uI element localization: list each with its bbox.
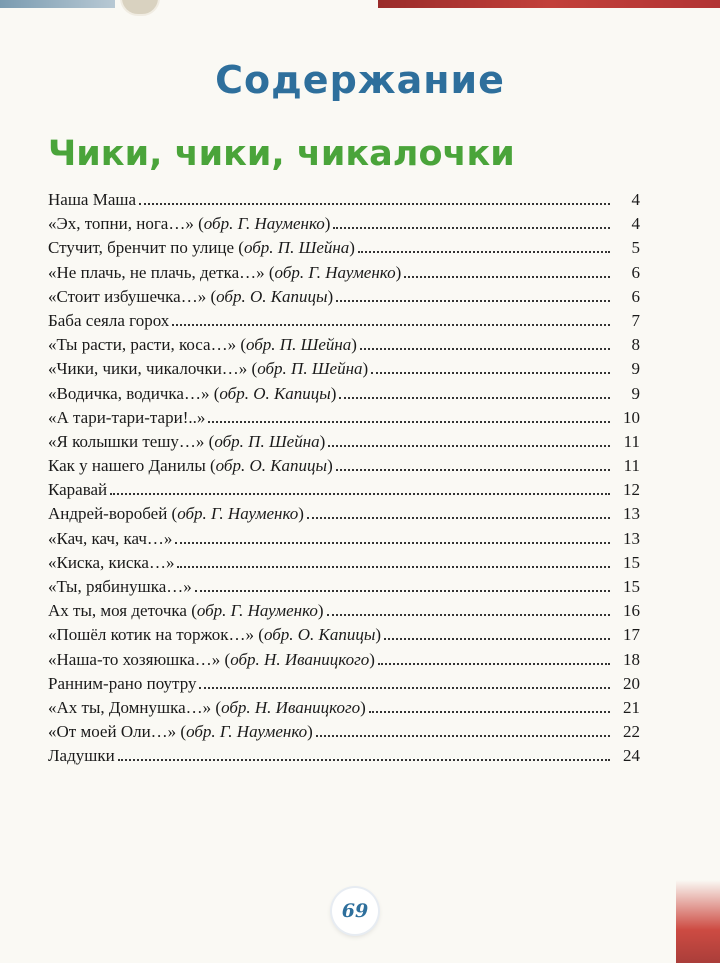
page-title: Содержание xyxy=(215,58,505,102)
toc-entry[interactable] xyxy=(48,529,640,553)
toc-entry-title: «Эх, топни, нога…» ( xyxy=(48,214,204,234)
toc-dot-leader xyxy=(378,663,610,665)
toc-dot-leader xyxy=(195,590,610,592)
toc-entry[interactable] xyxy=(48,722,640,746)
toc-entry-page: 6 xyxy=(631,262,640,282)
toc-entry-title: «Не плачь, не плачь, детка…» ( xyxy=(48,262,275,282)
toc-dot-leader xyxy=(360,348,610,350)
toc-entry-page: 11 xyxy=(623,431,640,451)
toc-entry-title: Ладушки xyxy=(48,746,115,766)
toc-dot-leader xyxy=(336,300,610,302)
toc-entry-title: «Кач, кач, кач…» xyxy=(48,528,173,548)
toc-entry-arranger: обр. Г. Науменко xyxy=(186,722,308,742)
toc-entry-arranger: обр. П. Шейна xyxy=(214,431,320,451)
toc-dot-leader xyxy=(208,421,610,423)
toc-dot-leader xyxy=(336,469,610,471)
toc-entry-title: Ах ты, моя деточка ( xyxy=(48,601,197,621)
toc-dot-leader xyxy=(175,542,610,544)
toc-dot-leader xyxy=(328,445,610,447)
toc-entry-title: Стучит, бренчит по улице ( xyxy=(48,238,244,258)
toc-entry-paren: ) xyxy=(330,383,337,403)
toc-entry-page: 4 xyxy=(631,214,640,234)
toc-entry-title: «Ах ты, Домнушка…» ( xyxy=(48,697,222,717)
toc-entry[interactable] xyxy=(48,480,640,504)
toc-entry[interactable] xyxy=(48,190,640,214)
toc-entry-paren: ) xyxy=(327,456,333,476)
toc-entry-title: Наша Маша xyxy=(48,190,137,209)
toc-entry-arranger: обр. О. Капицы xyxy=(219,383,331,403)
toc-dot-leader xyxy=(404,276,610,278)
toc-entry[interactable] xyxy=(48,601,640,625)
toc-entry-page: 22 xyxy=(623,722,640,742)
toc-entry[interactable] xyxy=(48,384,640,408)
toc-entry-page: 7 xyxy=(631,310,640,330)
toc-entry-title: Каравай xyxy=(48,480,108,500)
toc-entry-title: «Стоит избушечка…» ( xyxy=(48,286,217,306)
toc-entry-paren: ) xyxy=(349,238,355,258)
toc-entry-title: «Чики, чики, чикалочки…» ( xyxy=(48,359,258,379)
toc-entry-page: 13 xyxy=(623,504,640,524)
toc-entry[interactable] xyxy=(48,577,640,601)
toc-entry[interactable] xyxy=(48,214,640,238)
toc-dot-leader xyxy=(339,397,610,399)
toc-entry[interactable] xyxy=(48,625,640,649)
toc-entry-page: 17 xyxy=(623,625,640,645)
toc-dot-leader xyxy=(139,203,610,205)
toc-entry-page: 12 xyxy=(623,480,640,500)
toc-dot-leader xyxy=(333,227,610,229)
toc-entry-page: 24 xyxy=(623,746,640,766)
toc-entry[interactable] xyxy=(48,287,640,311)
toc-entry-arranger: обр. Г. Науменко xyxy=(203,214,325,234)
page-number: 69 xyxy=(332,888,378,934)
top-decor-strip-left xyxy=(0,0,115,8)
toc-entry-paren: ) xyxy=(327,286,334,306)
toc-dot-leader xyxy=(369,711,610,713)
toc-entry[interactable] xyxy=(48,504,640,528)
toc-entry-page: 18 xyxy=(623,649,640,669)
toc-entry-page: 13 xyxy=(623,528,640,548)
toc-entry-page: 10 xyxy=(623,407,640,427)
toc-entry-page: 11 xyxy=(623,456,640,476)
toc-entry-paren: ) xyxy=(319,431,326,451)
toc-entry[interactable] xyxy=(48,650,640,674)
toc-entry-paren: ) xyxy=(360,697,366,717)
toc-entry-paren: ) xyxy=(317,601,324,621)
toc-entry-page: 9 xyxy=(631,359,640,379)
toc-entry-page: 4 xyxy=(631,190,640,209)
toc-entry-arranger: обр. П. Шейна xyxy=(243,238,350,258)
toc-entry-title: «Пошёл котик на торжок…» ( xyxy=(48,625,264,645)
toc-entry-arranger: обр. Г. Науменко xyxy=(274,262,396,282)
toc-entry-page: 6 xyxy=(631,286,640,306)
toc-entry-title: Баба сеяла горох xyxy=(48,310,170,330)
toc-entry-paren: ) xyxy=(298,504,304,524)
toc-entry-page: 15 xyxy=(623,577,640,596)
toc-entry-page: 9 xyxy=(631,383,640,403)
toc-entry[interactable] xyxy=(48,553,640,577)
toc-dot-leader xyxy=(199,687,610,689)
toc-dot-leader xyxy=(118,759,610,761)
toc-dot-leader xyxy=(177,566,610,568)
toc-entry[interactable] xyxy=(48,359,640,383)
toc-entry-title: Как у нашего Данилы ( xyxy=(48,456,216,476)
toc-entry-paren: ) xyxy=(362,359,369,379)
toc-entry-arranger: обр. О. Капицы xyxy=(215,456,328,476)
toc-entry[interactable] xyxy=(48,432,640,456)
toc-entry-title: «От моей Оли…» ( xyxy=(48,722,187,742)
toc-entry[interactable] xyxy=(48,408,640,432)
toc-entry-title: «Я колышки тешу…» ( xyxy=(48,431,215,451)
toc-entry-page: 21 xyxy=(623,697,640,717)
toc-entry[interactable] xyxy=(48,746,640,770)
toc-entry-page: 8 xyxy=(631,335,640,355)
toc-entry-paren: ) xyxy=(369,649,375,669)
toc-dot-leader xyxy=(371,372,610,374)
toc-entry[interactable] xyxy=(48,263,640,287)
toc-dot-leader xyxy=(358,251,610,253)
toc-entry-title: «Водичка, водичка…» ( xyxy=(48,383,220,403)
corner-decor xyxy=(676,880,720,963)
top-decor-emblem xyxy=(120,0,160,16)
toc-dot-leader xyxy=(110,493,610,495)
toc-entry-paren: ) xyxy=(307,722,313,742)
toc-entry-paren: ) xyxy=(324,214,331,234)
toc-dot-leader xyxy=(384,638,610,640)
toc-entry-title: Андрей-воробей ( xyxy=(48,504,178,524)
toc-entry-arranger: обр. П. Шейна xyxy=(245,335,352,355)
toc-entry-title: «Ты расти, расти, коса…» ( xyxy=(48,335,246,355)
table-of-contents xyxy=(48,190,640,771)
toc-entry-title: «Киска, киска…» xyxy=(48,552,175,572)
toc-entry-page: 16 xyxy=(623,601,640,621)
toc-dot-leader xyxy=(327,614,610,616)
toc-dot-leader xyxy=(316,735,610,737)
toc-entry[interactable] xyxy=(48,698,640,722)
toc-entry[interactable] xyxy=(48,674,640,698)
toc-entry-arranger: обр. Н. Иваницкого xyxy=(230,649,370,669)
toc-entry-paren: ) xyxy=(375,625,382,645)
toc-entry-arranger: обр. О. Капицы xyxy=(216,286,328,306)
toc-dot-leader xyxy=(172,324,610,326)
toc-entry-paren: ) xyxy=(395,262,402,282)
toc-entry-page: 15 xyxy=(623,552,640,572)
toc-entry[interactable] xyxy=(48,456,640,480)
toc-entry-paren: ) xyxy=(351,335,357,355)
top-decor-strip-right xyxy=(378,0,720,8)
toc-entry[interactable] xyxy=(48,335,640,359)
toc-entry-page: 20 xyxy=(623,673,640,693)
toc-entry-arranger: обр. О. Капицы xyxy=(263,625,376,645)
toc-entry-title: «Наша-то хозяюшка…» ( xyxy=(48,649,231,669)
toc-entry-arranger: обр. Г. Науменко xyxy=(177,504,299,524)
toc-entry-title: Ранним-рано поутру xyxy=(48,673,197,693)
section-title: Чики, чики, чикалочки xyxy=(48,134,515,174)
toc-entry-arranger: обр. Н. Иваницкого xyxy=(221,697,361,717)
toc-entry[interactable] xyxy=(48,311,640,335)
toc-entry-arranger: обр. П. Шейна xyxy=(257,359,363,379)
toc-entry-arranger: обр. Г. Науменко xyxy=(196,601,318,621)
toc-entry-title: «А тари-тари-тари!..» xyxy=(48,407,206,427)
toc-entry[interactable] xyxy=(48,238,640,262)
toc-dot-leader xyxy=(307,517,610,519)
toc-entry-title: «Ты, рябинушка…» xyxy=(48,577,192,596)
toc-entry-page: 5 xyxy=(631,238,640,258)
